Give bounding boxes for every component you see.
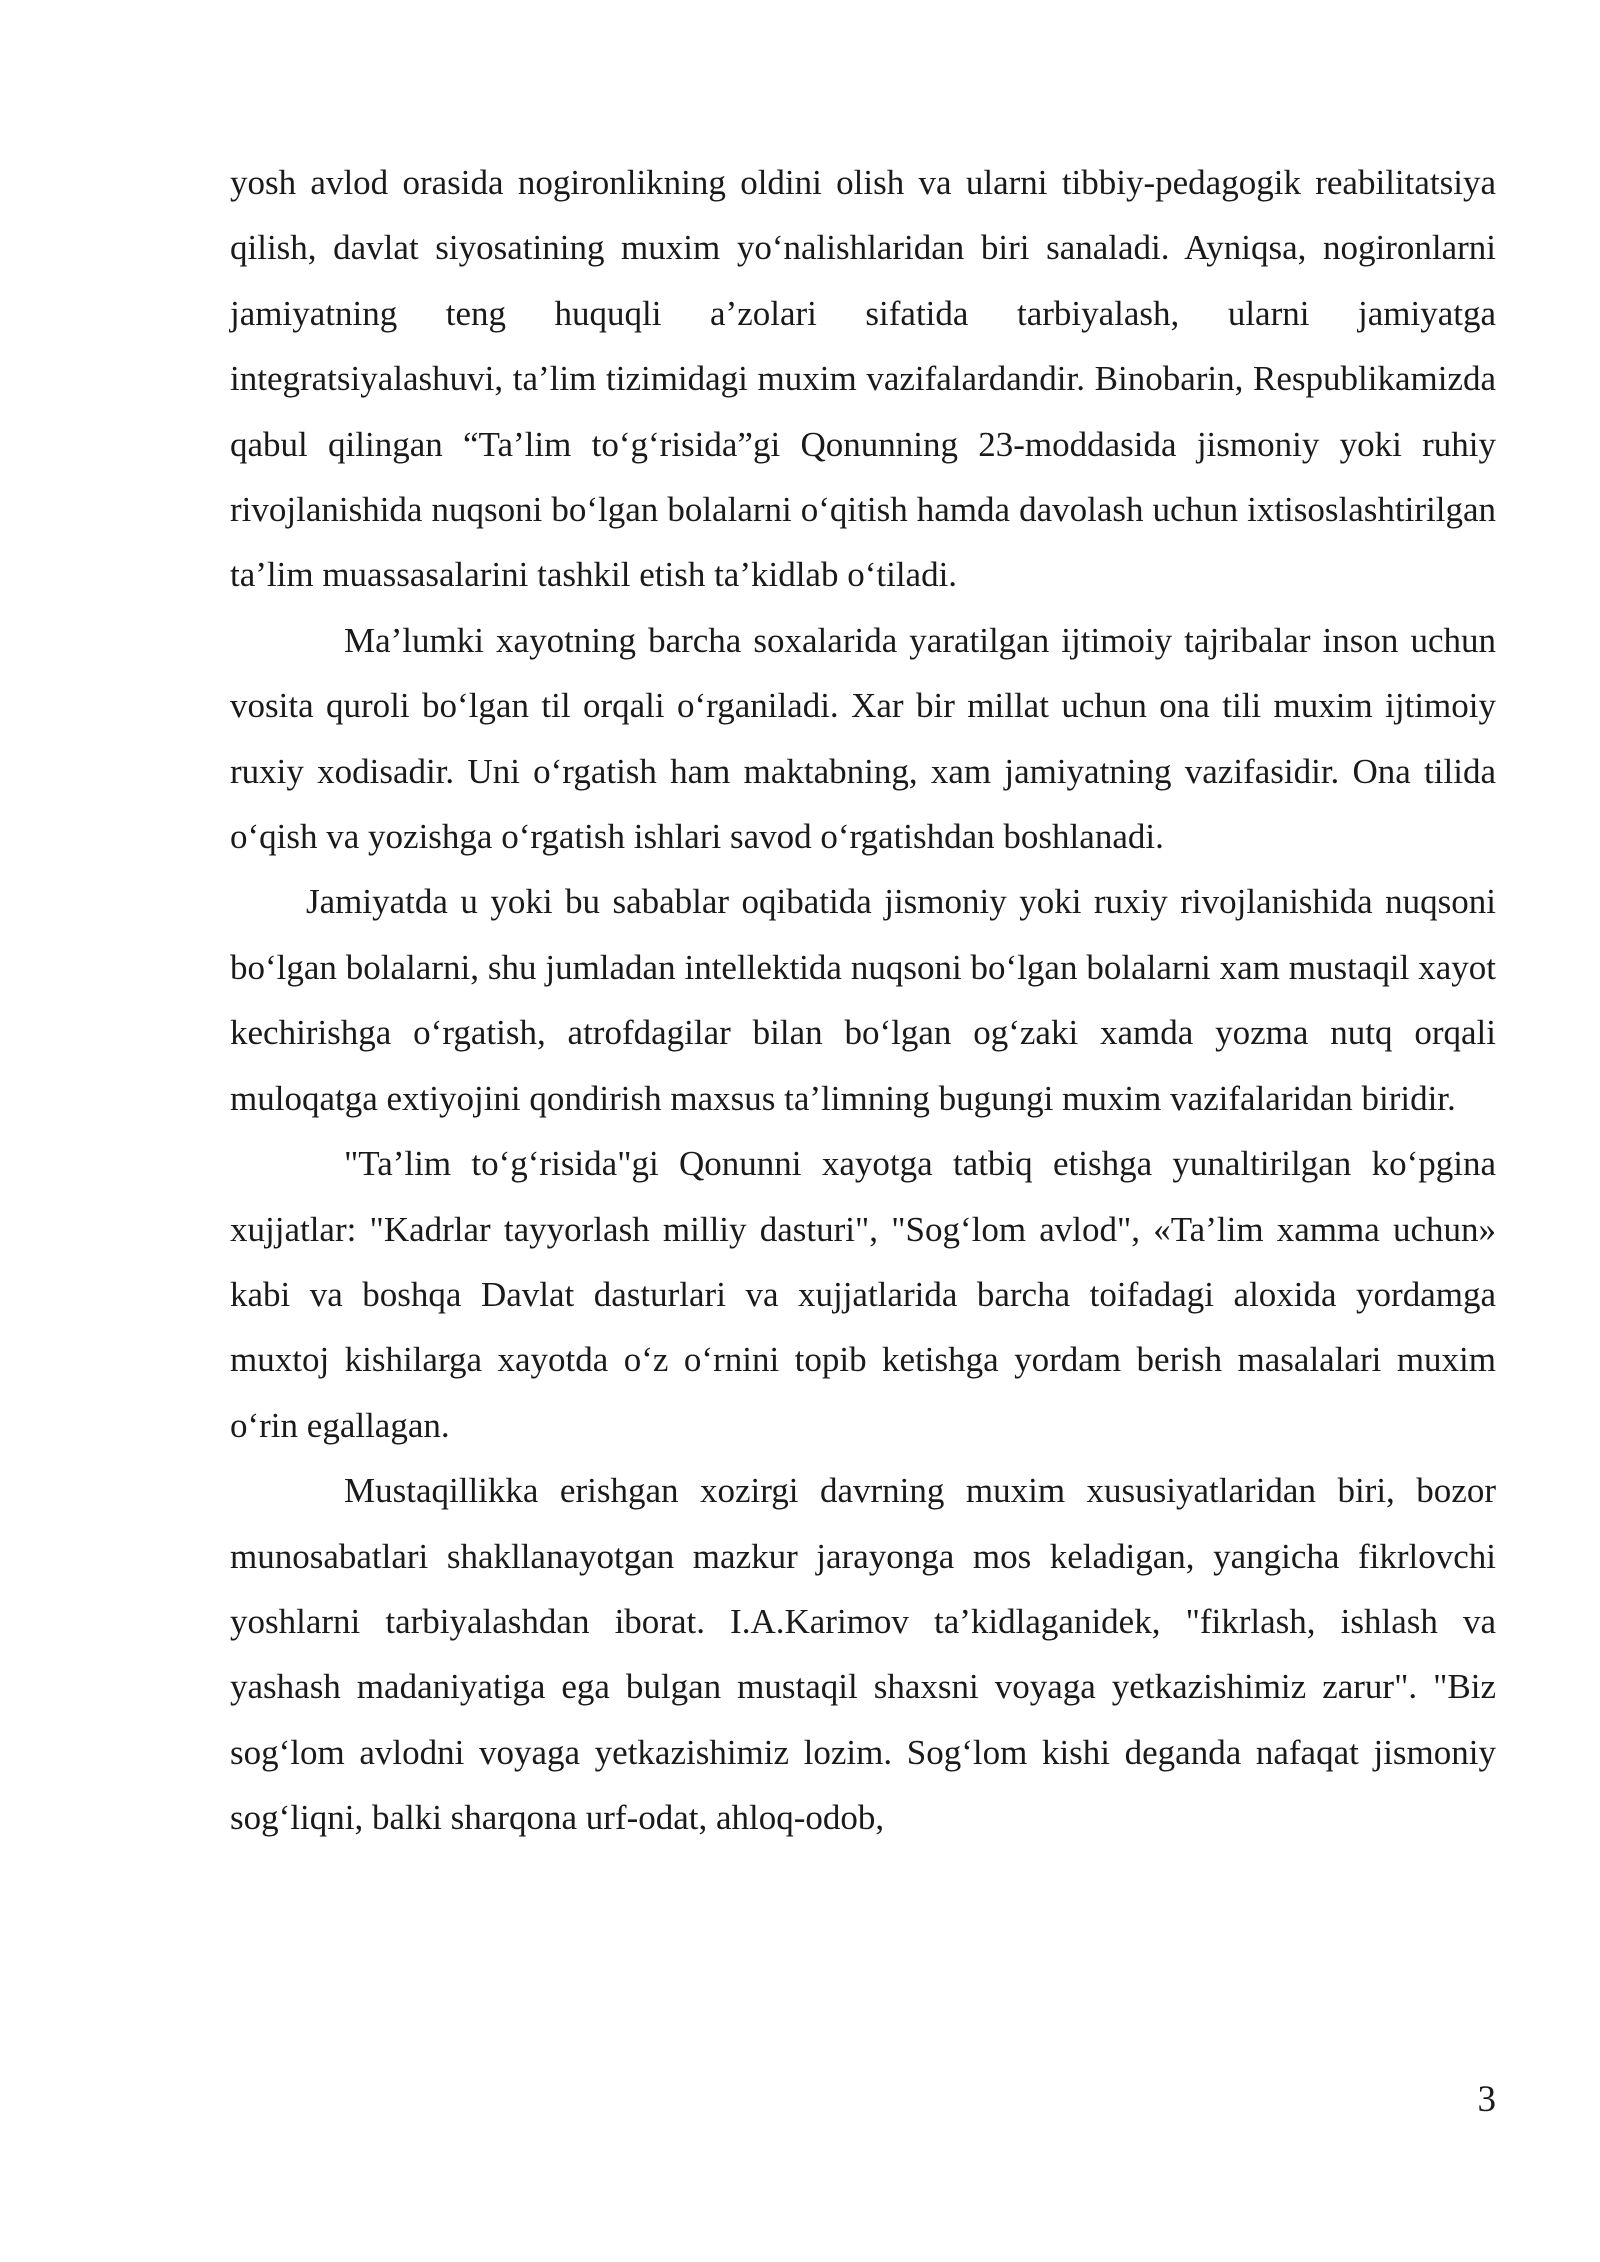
paragraph-3: Jamiyatda u yoki bu sabablar oqibatida jismoniy yoki ruxiy rivojlanishida nuqsoni bo‘lgan bolalarni, shu jumladan intellektida nuqsoni bo‘lgan bolalarni xam mustaqil xayot kechirishga o‘rgatish, atrofdagilar bilan bo‘lgan og‘zaki xamda yozma nutq orqali muloqatga extiyojini qondirish maxsus ta’limning bugungi muxim vazifalaridan biridir. [230, 882, 1496, 1118]
page-number: 3 [1477, 2079, 1496, 2120]
paragraph-1: yosh avlod orasida nogironlikning oldini olish va ularni tibbiy-pedagogik reabilitatsiya qilish, davlat siyosatining muxim yo‘nalishlaridan biri sanaladi. Ayniqsa, nogironlarni jamiyatning teng huquqli a’zolari sifatida tarbiyalash, ularni jamiyatga integratsiyalashuvi, ta’lim tizimidagi muxim vazifalardandir. Binobarin, Respublikamizda qabul qilingan “Ta’lim to‘g‘risida”gi Qonunning 23-moddasida jismoniy yoki ruhiy rivojlanishida nuqsoni bo‘lgan bolalarni o‘qitish hamda davolash uchun ixtisoslashtirilgan ta’lim muassasalarini tashkil etish ta’kidlab o‘tiladi. [230, 163, 1496, 595]
document-body [230, 150, 1496, 1851]
paragraph-5: Mustaqillikka erishgan xozirgi davrning muxim xususiyatlaridan biri, bozor munosabatlari shakllanayotgan mazkur jarayonga mos keladigan, yangicha fikrlovchi yoshlarni tarbiyalashdan iborat. I.A.Karimov ta’kidlaganidek, "fikrlash, ishlash va yashash madaniyatiga ega bulgan mustaqil shaxsni voyaga yetkazishimiz zarur". "Biz sog‘lom avlodni voyaga yetkazishimiz lozim. Sog‘lom kishi deganda nafaqat jismoniy sog‘liqni, balki sharqona urf-odat, ahloq-odob, [230, 1471, 1496, 1838]
paragraph-2: Ma’lumki xayotning barcha soxalarida yaratilgan ijtimoiy tajribalar inson uchun vosita quroli bo‘lgan til orqali o‘rganiladi. Xar bir millat uchun ona tili muxim ijtimoiy ruxiy xodisadir. Uni o‘rgatish ham maktabning, xam jamiyatning vazifasidir. Ona tilida o‘qish va yozishga o‘rgatish ishlari savod o‘rgatishdan boshlanadi. [230, 620, 1496, 857]
paragraph-4: "Ta’lim to‘g‘risida"gi Qonunni xayotga tatbiq etishga yunaltirilgan ko‘pgina xujjatlar: "Kadrlar tayyorlash milliy dasturi", "Sog‘lom avlod", «Ta’lim xamma uchun» kabi va boshqa Davlat dasturlari va xujjatlarida barcha toifadagi aloxida yordamga muxtoj kishilarga xayotda o‘z o‘rnini topib ketishga yordam berish masalalari muxim o‘rin egallagan. [230, 1144, 1496, 1445]
